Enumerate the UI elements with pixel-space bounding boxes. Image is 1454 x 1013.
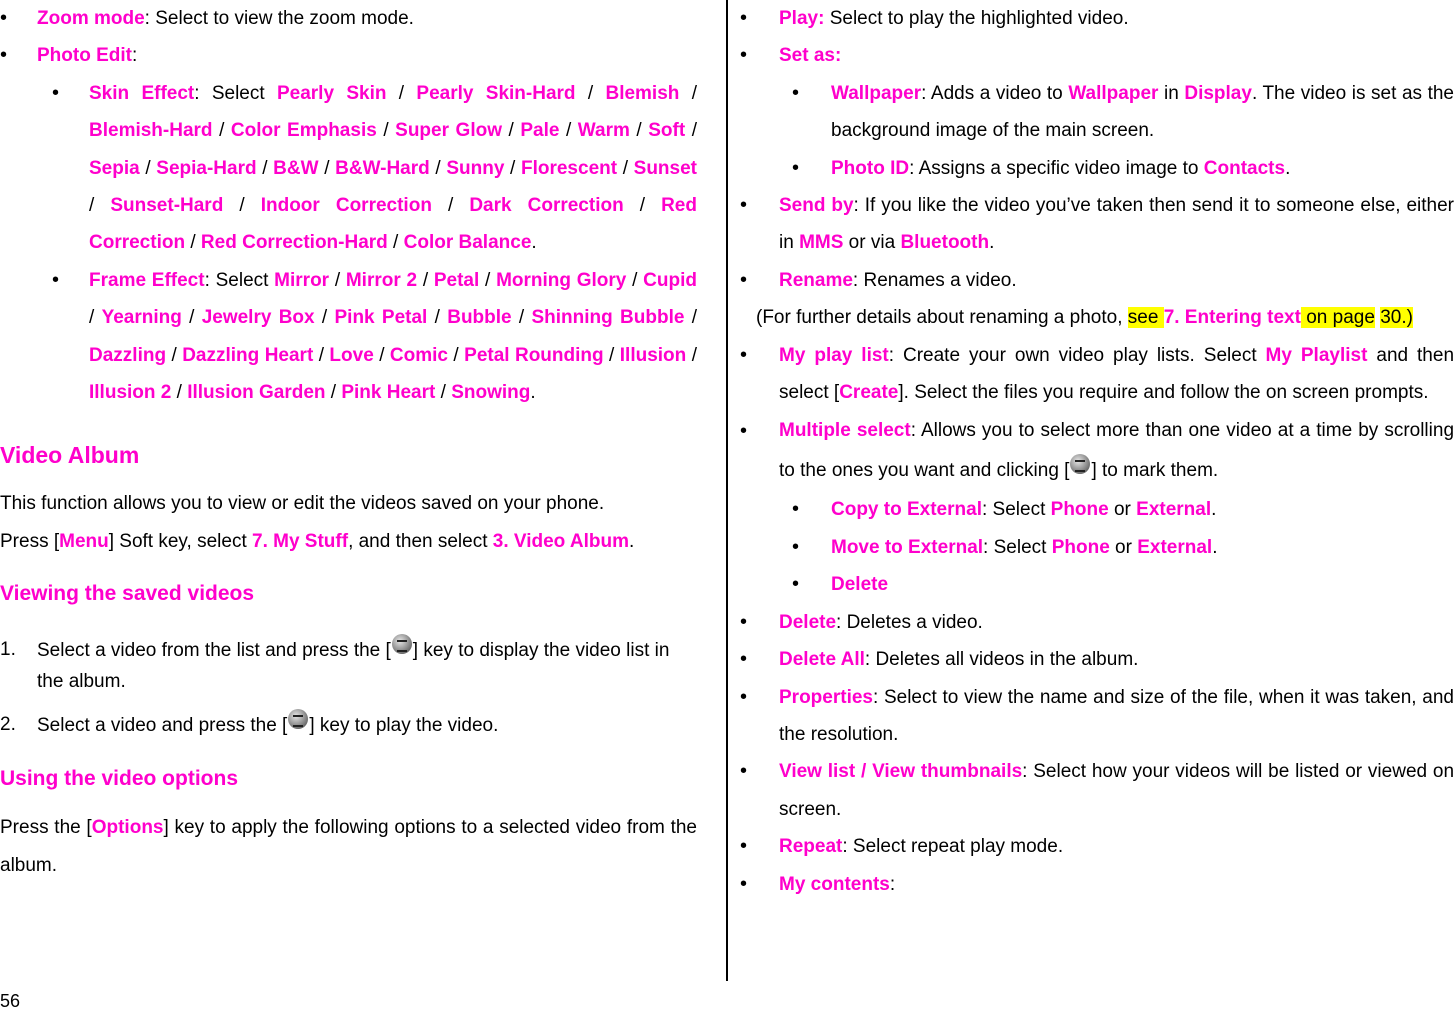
option-separator: / [448, 344, 465, 366]
video-album-heading: Video Album [0, 442, 140, 469]
skin-effect-option: Indoor Correction [260, 195, 432, 217]
external-word: External [1136, 499, 1212, 521]
using-options-heading: Using the video options [0, 767, 239, 791]
option-separator: / [575, 82, 606, 104]
skin-effect-item [0, 75, 697, 262]
multiple-select-text-a: : Allows you to select more than one video at a time by scrolling to the ones you want and clicking [ [779, 420, 1454, 482]
frame-effect-term: Frame Effect [89, 269, 205, 291]
my-contents-item [740, 866, 1454, 903]
my-play-list-text-a: : Create your own video play lists. Select [888, 344, 1266, 366]
my-play-list-text-b: and then select [ [779, 344, 1454, 404]
frame-effect-option: Jewelry Box [201, 307, 315, 329]
on-page-text: on page [1300, 307, 1375, 329]
press-text-c: , and then select [348, 530, 493, 552]
video-album-press-line [0, 523, 697, 560]
skin-effect-term: Skin Effect [89, 82, 195, 104]
option-separator: / [629, 120, 649, 142]
option-separator: / [314, 307, 335, 329]
option-separator: / [626, 269, 644, 291]
option-separator: / [318, 157, 336, 179]
option-separator: / [139, 157, 157, 179]
copy-to-external-term: Copy to External [831, 499, 982, 521]
send-by-text-b: or via [843, 232, 901, 254]
option-separator: / [313, 344, 330, 366]
press-text-a: Press [ [0, 530, 60, 552]
copy-text-a: : Select [981, 499, 1051, 521]
frame-effect-option: Mirror [274, 269, 330, 291]
my-stuff-item: 7. My Stuff [252, 530, 349, 552]
repeat-item [740, 828, 1454, 865]
photo-edit-term: Photo Edit [37, 45, 132, 67]
zoom-mode-item [0, 0, 697, 37]
option-separator: / [559, 120, 578, 142]
option-separator: / [435, 382, 452, 404]
page-ref-text: 30.) [1380, 307, 1413, 329]
option-separator: / [686, 344, 697, 366]
option-separator: / [431, 195, 470, 217]
properties-term: Properties [779, 686, 873, 708]
right-column [756, 0, 1454, 903]
properties-desc: : Select to view the name and size of the file, when it was taken, and the resolution. [779, 686, 1454, 745]
rename-item [740, 262, 1454, 299]
skin-effect-option: Warm [577, 120, 630, 142]
view-list-term: View list / View thumbnails [779, 761, 1023, 783]
frame-effect-option: Yearning [101, 307, 182, 329]
photo-id-item [740, 150, 1454, 187]
play-desc: Select to play the highlighted video. [824, 8, 1129, 29]
multiple-select-item [740, 411, 1454, 491]
wallpaper-item [740, 75, 1454, 150]
photo-id-text-b: . [1285, 157, 1291, 179]
move-end: . [1212, 536, 1218, 558]
option-separator: / [185, 232, 201, 254]
send-by-text-c: . [989, 232, 995, 254]
frame-effect-option: Petal [433, 269, 480, 291]
step-1-number: 1. [0, 639, 16, 661]
skin-effect-option: Sepia-Hard [156, 157, 257, 179]
viewing-step-1 [0, 634, 697, 697]
rename-note-text: (For further details about renaming a photo, [756, 307, 1128, 329]
my-play-list-item [740, 337, 1454, 412]
step-2-number: 2. [0, 714, 16, 736]
move-to-external-item [740, 529, 1454, 566]
copy-or: or [1108, 499, 1137, 521]
skin-effect-option: Sunny [446, 157, 505, 179]
skin-effect-option: B&W-Hard [335, 157, 430, 179]
set-as-item [740, 37, 1454, 74]
frame-effect-option: Pink Heart [341, 382, 436, 404]
repeat-term: Repeat [779, 836, 843, 858]
delete-term: Delete [779, 611, 837, 633]
multiple-select-text-b: ] to mark them. [1091, 460, 1219, 482]
menu-key: Menu [59, 530, 109, 552]
option-separator: / [212, 120, 231, 142]
skin-effect-option: Blemish-Hard [89, 120, 213, 142]
viewing-step-2 [0, 709, 697, 741]
option-separator: / [417, 269, 434, 291]
skin-effect-option: Super Glow [395, 120, 502, 142]
wallpaper-text-a: : Adds a video to [921, 82, 1069, 104]
frame-effect-option: Dazzling Heart [182, 344, 314, 366]
skin-effect-option: Blemish [605, 82, 680, 104]
skin-effect-lead: : Select [194, 82, 277, 104]
frame-effect-option: Pink Petal [334, 307, 428, 329]
option-separator: / [511, 307, 532, 329]
zoom-mode-term: Zoom mode [37, 8, 145, 29]
rename-note [756, 299, 1454, 336]
using-text-b: ] key to apply the following options to a selected video from the album. [0, 817, 697, 876]
skin-effect-option: Pearly Skin-Hard [416, 82, 576, 104]
skin-effect-option: Sunset [633, 157, 698, 179]
move-to-external-term: Move to External [831, 536, 984, 558]
frame-effect-option: Morning Glory [496, 269, 627, 291]
skin-effect-option: Color Emphasis [230, 120, 377, 142]
multiple-select-term: Multiple select [779, 420, 911, 442]
photo-edit-colon: : [131, 45, 138, 67]
delete-all-item [740, 641, 1454, 678]
options-key: Options [91, 817, 164, 839]
delete-all-desc: : Deletes all videos in the album. [864, 649, 1139, 671]
left-column [0, 0, 697, 884]
my-playlist-word: My Playlist [1265, 344, 1368, 366]
zoom-mode-desc: : Select to view the zoom mode. [144, 8, 414, 29]
delete-all-term: Delete All [779, 649, 865, 671]
option-separator: / [501, 120, 521, 142]
step-2-text-a: Select a video and press the [ [37, 715, 288, 737]
option-separator: / [387, 232, 404, 254]
frame-effect-option: Illusion Garden [187, 382, 326, 404]
delete-sub-term: Delete [831, 574, 889, 596]
play-term: Play: [779, 8, 825, 29]
frame-effect-option: Snowing [451, 382, 531, 404]
press-text-d: . [628, 530, 635, 552]
set-as-term: Set as: [779, 45, 842, 67]
play-item [740, 0, 1454, 37]
rename-term: Rename [779, 269, 853, 291]
using-text-a: Press the [ [0, 817, 92, 839]
skin-effect-option: Sunset-Hard [110, 195, 224, 217]
entering-text-link[interactable]: 7. Entering text [1163, 307, 1301, 329]
option-separator: / [603, 344, 620, 366]
my-play-list-text-c: ]. Select the files you require and follow the on screen prompts. [898, 382, 1429, 404]
using-options-text [0, 809, 697, 884]
delete-desc: : Deletes a video. [836, 611, 983, 633]
ok-key-icon [288, 709, 308, 729]
wallpaper-word: Wallpaper [1068, 82, 1159, 104]
step-2-text-b: ] key to play the video. [309, 715, 499, 737]
skin-effect-option: Dark Correction [469, 195, 624, 217]
frame-effect-period: . [530, 382, 536, 404]
option-separator: / [256, 157, 274, 179]
step-1-text-a: Select a video from the list and press the [ [37, 640, 391, 662]
page-number: 56 [0, 991, 21, 1011]
skin-effect-option: Pale [520, 120, 560, 142]
option-separator: / [617, 157, 634, 179]
frame-effect-option: Comic [389, 344, 448, 366]
skin-effect-option: B&W [273, 157, 319, 179]
skin-effect-option: Sepia [89, 157, 140, 179]
bluetooth-word: Bluetooth [900, 232, 990, 254]
option-separator: / [89, 195, 111, 217]
repeat-desc: : Select repeat play mode. [842, 836, 1064, 858]
copy-to-external-item [740, 491, 1454, 528]
frame-effect-item [0, 262, 697, 412]
frame-effect-option: Petal Rounding [464, 344, 604, 366]
option-separator: / [504, 157, 521, 179]
frame-effect-option: Shinning Bubble [531, 307, 685, 329]
option-separator: / [684, 307, 698, 329]
option-separator: / [685, 120, 698, 142]
viewing-heading: Viewing the saved videos [0, 582, 255, 606]
option-separator: / [223, 195, 261, 217]
send-by-term: Send by [779, 195, 854, 217]
skin-effect-option: Red Correction [89, 195, 697, 254]
frame-effect-option: Mirror 2 [345, 269, 418, 291]
column-divider [726, 0, 728, 981]
frame-effect-option: Cupid [643, 269, 697, 291]
my-contents-colon: : [889, 873, 896, 895]
wallpaper-term: Wallpaper [831, 82, 922, 104]
delete-item [740, 604, 1454, 641]
option-separator: / [679, 82, 697, 104]
display-word: Display [1184, 82, 1252, 104]
option-separator: / [479, 269, 497, 291]
delete-sub-item [740, 566, 1454, 603]
option-separator: / [171, 382, 188, 404]
mms-word: MMS [799, 232, 844, 254]
skin-effect-period: . [531, 232, 537, 254]
option-separator: / [623, 195, 662, 217]
video-album-intro: This function allows you to view or edit the videos saved on your phone. [0, 493, 605, 515]
option-separator: / [166, 344, 183, 366]
option-separator: / [373, 344, 390, 366]
frame-effect-option: Illusion [619, 344, 687, 366]
option-separator: / [427, 307, 448, 329]
skin-effect-option: Color Balance [403, 232, 532, 254]
copy-end: . [1211, 499, 1217, 521]
move-text-a: : Select [983, 536, 1052, 558]
option-separator: / [329, 269, 346, 291]
press-text-b: ] Soft key, select [108, 530, 252, 552]
frame-effect-option: Illusion 2 [89, 382, 172, 404]
create-key: Create [839, 382, 899, 404]
option-separator: / [325, 382, 342, 404]
option-separator: / [386, 82, 417, 104]
send-by-item [740, 187, 1454, 262]
rename-desc: : Renames a video. [852, 269, 1017, 291]
frame-effect-option: Bubble [447, 307, 512, 329]
my-play-list-term: My play list [779, 344, 889, 366]
ok-key-icon [392, 634, 412, 654]
skin-effect-option: Pearly Skin [276, 82, 387, 104]
phone-word: Phone [1050, 499, 1109, 521]
option-separator: / [181, 307, 202, 329]
option-separator: / [376, 120, 396, 142]
external-word: External [1137, 536, 1213, 558]
photo-edit-item [0, 37, 697, 74]
photo-id-term: Photo ID [831, 157, 910, 179]
skin-effect-option: Red Correction-Hard [200, 232, 388, 254]
contacts-word: Contacts [1203, 157, 1286, 179]
frame-effect-option: Love [329, 344, 374, 366]
view-list-item [740, 753, 1454, 828]
skin-effect-option: Soft [648, 120, 686, 142]
option-separator: / [89, 307, 102, 329]
photo-id-text-a: : Assigns a specific video image to [909, 157, 1204, 179]
skin-effect-options [89, 83, 697, 254]
view-list-desc: : Select how your videos will be listed or viewed on screen. [779, 761, 1454, 820]
phone-word: Phone [1051, 536, 1110, 558]
option-separator: / [429, 157, 447, 179]
see-text: see [1127, 307, 1164, 329]
wallpaper-text-c: . The video is set as the background image of the main screen. [831, 82, 1454, 142]
video-album-menu-item: 3. Video Album [492, 530, 629, 552]
send-by-text-a: : If you like the video you’ve taken then send it to someone else, either in [779, 195, 1454, 254]
frame-effect-option: Dazzling [89, 344, 167, 366]
ok-key-icon [1070, 454, 1090, 474]
frame-effect-lead: : Select [204, 269, 275, 291]
wallpaper-text-b: in [1158, 82, 1185, 104]
step-1-text-b: ] key to display the video list in the album. [37, 640, 670, 693]
my-contents-term: My contents [779, 873, 890, 895]
skin-effect-option: Florescent [520, 157, 618, 179]
move-or: or [1109, 536, 1138, 558]
properties-item [740, 679, 1454, 754]
